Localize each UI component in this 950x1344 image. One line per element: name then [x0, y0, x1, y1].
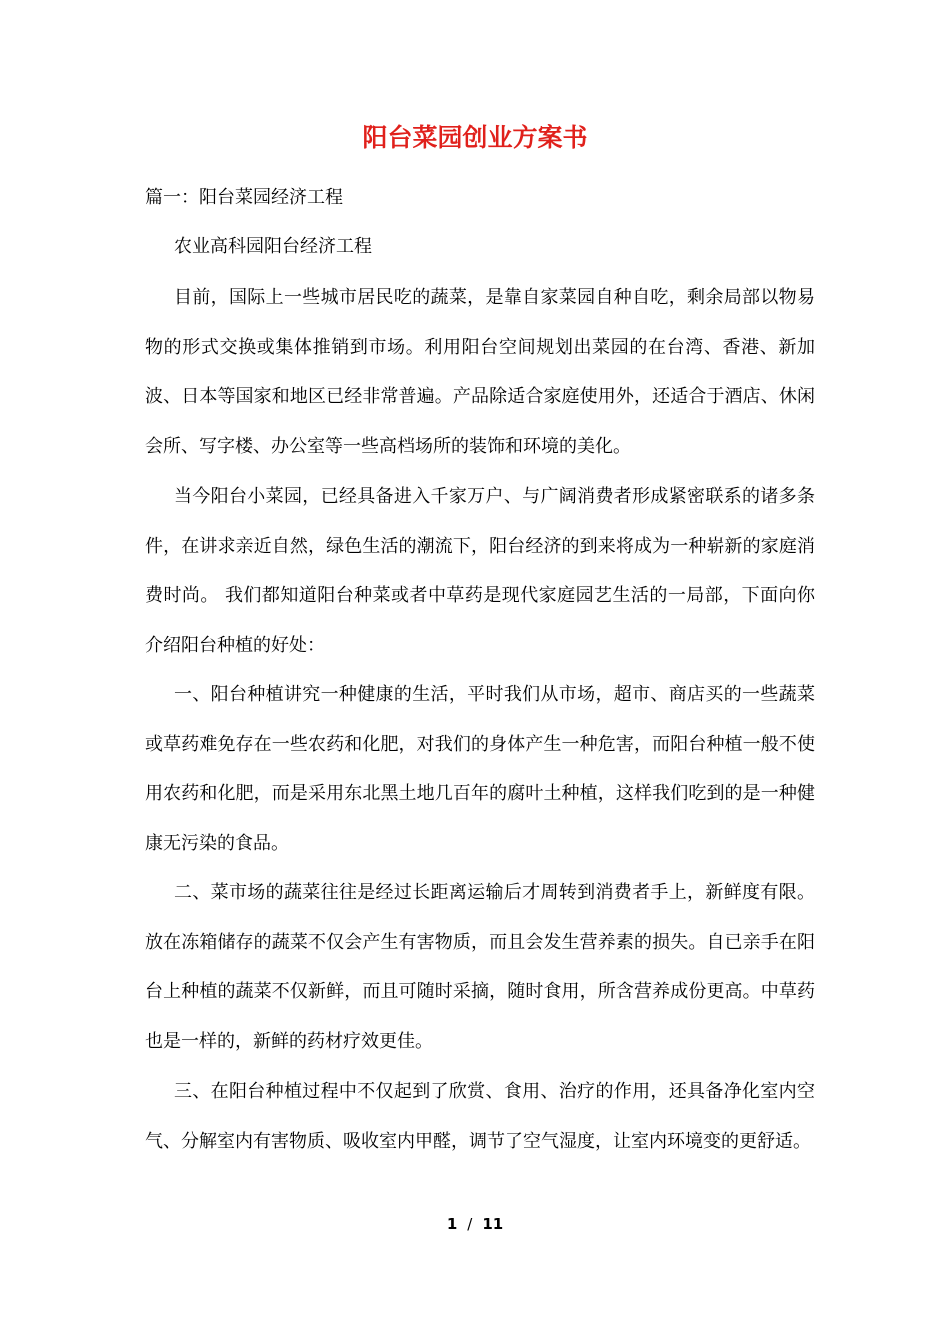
- current-page: 1: [446, 1215, 458, 1233]
- document-title: 阳台菜园创业方案书: [362, 123, 588, 152]
- paragraph: 目前，国际上一些城市居民吃的蔬菜，是靠自家菜园自种自吃，剩余局部以物易物的形式交换或集体推销到市场。利用阳台空间规划出菜园的在台湾、香港、新加波、日本等国家和地区已经非常普遍。产品除适合家庭使用外，还适合于酒店、休闲会所、写字楼、办公室等一些高档场所的装饰和环境的美化。: [145, 287, 815, 457]
- section-heading: 篇一：阳台菜园经济工程: [145, 187, 343, 208]
- page-number: [0, 1213, 950, 1235]
- paragraph: 一、阳台种植讲究一种健康的生活，平时我们从市场，超市、商店买的一些蔬菜或草药难免存在一些农药和化肥，对我们的身体产生一种危害，而阳台种植一般不使用农药和化肥，而是采用东北黑土地几百年的腐叶土种植，这样我们吃到的是一种健康无污染的食品。: [145, 684, 815, 854]
- page-separator: /: [467, 1215, 473, 1233]
- paragraph: 三、在阳台种植过程中不仅起到了欣赏、食用、治疗的作用，还具备净化室内空气、分解室内有害物质、吸收室内甲醛，调节了空气湿度，让室内环境变的更舒适。: [145, 1081, 815, 1152]
- paragraph: 二、菜市场的蔬菜往往是经过长距离运输后才周转到消费者手上，新鲜度有限。放在冻箱储存的蔬菜不仅会产生有害物质，而且会发生营养素的损失。自已亲手在阳台上种植的蔬菜不仅新鲜，而且可随时采摘，随时食用，所含营养成份更高。中草药也是一样的，新鲜的药材疗效更佳。: [145, 882, 815, 1052]
- total-pages: 11: [482, 1215, 504, 1233]
- paragraph: 当今阳台小菜园，已经具备进入千家万户、与广阔消费者形成紧密联系的诸多条件，在讲求亲近自然，绿色生活的潮流下，阳台经济的到来将成为一种崭新的家庭消费时尚。 我们都知道阳台种菜或者中草药是现代家庭园艺生活的一局部，下面向你介绍阳台种植的好处：: [145, 486, 815, 656]
- subheading: 农业高科园阳台经济工程: [174, 236, 372, 257]
